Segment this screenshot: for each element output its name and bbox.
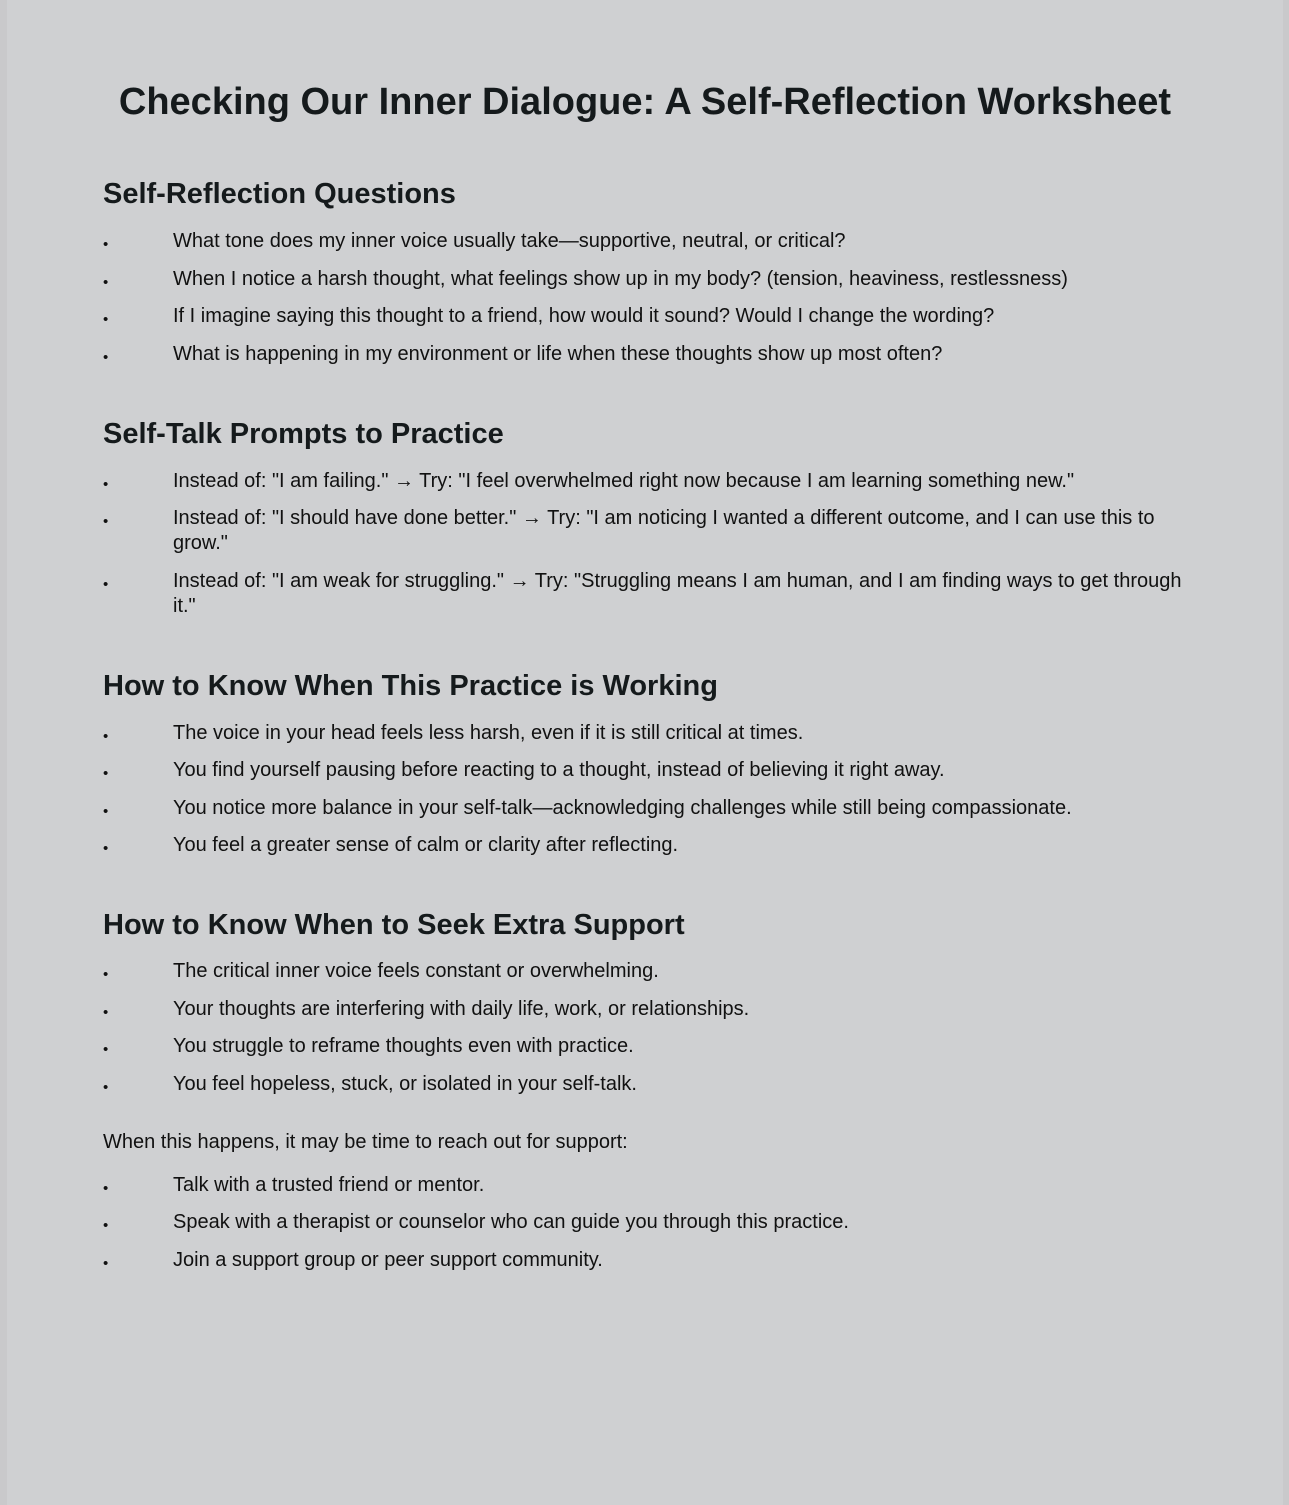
section-heading-seek-support: How to Know When to Seek Extra Support — [103, 909, 685, 941]
list-item-text: You feel hopeless, stuck, or isolated in your self-talk. — [173, 1072, 637, 1095]
list-item — [103, 1173, 1185, 1198]
bullet-icon: • — [103, 966, 109, 983]
bullet-icon: • — [103, 840, 109, 857]
list-item — [103, 758, 1185, 783]
list-item — [103, 342, 1185, 367]
support-intro-paragraph: When this happens, it may be time to reach out for support: — [103, 1130, 628, 1153]
bullet-icon: • — [103, 513, 109, 530]
list-item-text: Your thoughts are interfering with daily life, work, or relationships. — [173, 997, 750, 1020]
list-item — [103, 229, 1185, 254]
list-item — [103, 569, 1185, 619]
list-item-text: Instead of: "I am weak for struggling." → Try: "Struggling means I am human, and I am finding ways to get through it." — [173, 569, 1182, 617]
bullet-icon: • — [103, 348, 109, 366]
list-item-text: Instead of: "I am failing." → Try: "I feel overwhelmed right now because I am learning something new." — [173, 469, 1075, 492]
bullet-icon: • — [103, 1003, 109, 1021]
bullet-icon: • — [103, 1078, 109, 1096]
list-item — [103, 1210, 1185, 1235]
list-item — [103, 959, 1185, 984]
section-heading-practice-working: How to Know When This Practice is Working — [103, 669, 718, 702]
list-item — [103, 469, 1185, 494]
list-item — [103, 796, 1185, 821]
list-item — [103, 267, 1185, 292]
list-item — [103, 506, 1185, 556]
bullet-icon: • — [103, 765, 109, 782]
list-item-text: When I notice a harsh thought, what feelings show up in my body? (tension, heaviness, restlessness) — [173, 267, 1068, 290]
bullet-icon: • — [103, 475, 109, 493]
bullet-icon: • — [103, 273, 109, 291]
list-item-text: Speak with a therapist or counselor who can guide you through this practice. — [173, 1211, 849, 1233]
list-item — [103, 721, 1185, 746]
worksheet-page — [7, 0, 1283, 1505]
bullet-icon: • — [103, 236, 109, 253]
list-item-text: You find yourself pausing before reacting to a thought, instead of believing it right away. — [173, 759, 945, 781]
bullet-icon: • — [103, 1179, 109, 1197]
bullet-icon: • — [103, 727, 109, 745]
bullet-icon: • — [103, 1217, 109, 1234]
list-item-text: If I imagine saying this thought to a friend, how would it sound? Would I change the wording? — [173, 305, 995, 327]
practice-working-list — [103, 721, 1185, 859]
list-item-text: You feel a greater sense of calm or clarity after reflecting. — [173, 834, 679, 856]
page-title: Checking Our Inner Dialogue: A Self-Reflection Worksheet — [118, 81, 1172, 123]
list-item-text: What tone does my inner voice usually take—supportive, neutral, or critical? — [173, 230, 846, 252]
list-item-text: You struggle to reframe thoughts even with practice. — [173, 1035, 634, 1057]
section-heading-self-talk-prompts: Self-Talk Prompts to Practice — [103, 417, 504, 450]
list-item-text: You notice more balance in your self-talk—acknowledging challenges while still being compassionate. — [173, 796, 1072, 819]
support-options-list — [103, 1173, 1185, 1273]
list-item-text: What is happening in my environment or life when these thoughts show up most often? — [173, 342, 943, 365]
bullet-icon: • — [103, 1254, 109, 1272]
list-item-text: Instead of: "I should have done better." → Try: "I am noticing I wanted a different outcome, and I can use this to grow." — [173, 507, 1155, 554]
bullet-icon: • — [103, 802, 109, 820]
list-item-text: Join a support group or peer support community. — [173, 1248, 603, 1271]
bullet-icon: • — [103, 1041, 109, 1058]
list-item — [103, 833, 1185, 858]
bullet-icon: • — [103, 575, 109, 593]
list-item-text: The voice in your head feels less harsh, even if it is still critical at times. — [173, 721, 804, 744]
list-item — [103, 1034, 1185, 1059]
list-item-text: Talk with a trusted friend or mentor. — [173, 1173, 485, 1196]
self-reflection-questions-list — [103, 229, 1185, 367]
list-item — [103, 1072, 1185, 1097]
list-item — [103, 304, 1185, 329]
self-talk-prompts-list — [103, 469, 1185, 619]
bullet-icon: • — [103, 311, 109, 328]
list-item-text: The critical inner voice feels constant or overwhelming. — [173, 960, 659, 982]
seek-support-signs-list — [103, 959, 1185, 1097]
section-heading-self-reflection-questions: Self-Reflection Questions — [103, 178, 456, 210]
list-item — [103, 997, 1185, 1022]
list-item — [103, 1248, 1185, 1273]
